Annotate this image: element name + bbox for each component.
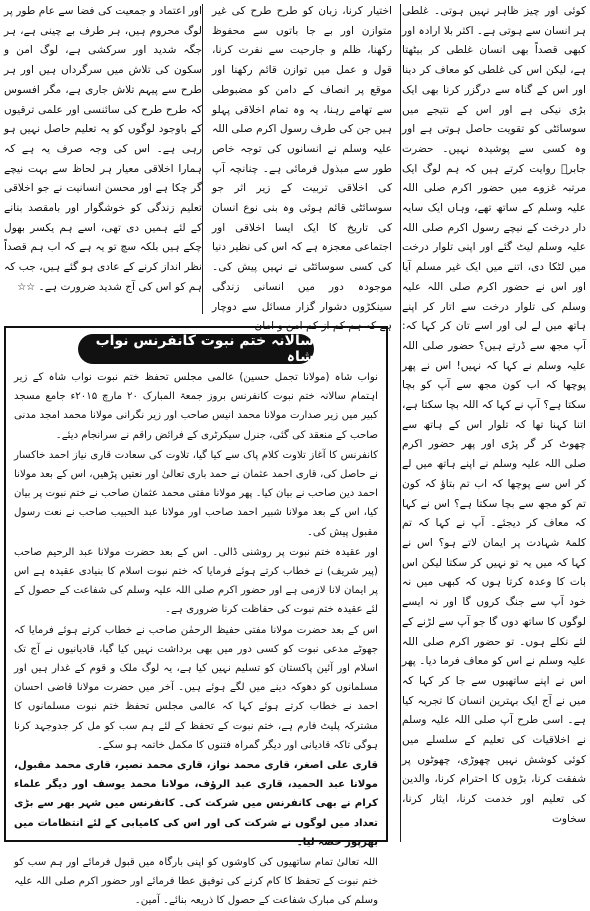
announcement-paragraph: اس کے بعد حضرت مولانا مفتی حفیظ الرحمٰن صاحب نے خطاب کرتے ہوئے فرمایا کہ جھوٹے مدعی نبوت کو کسی دور میں بھی برداشت نہیں کیا گیا، قادیانیوں نے آج تک اسلام اور آئین پاکستان کو تسلیم نہیں کیا ہے، یہ لوگ ملک و قوم کے غدار ہیں اور مسلمانوں کو دھوکہ دینے میں لگے ہوئے ہیں۔ آخر میں حضرت مولانا قاضی احسان احمد نے خطاب کرتے ہوئے کہا کہ عالمی مجلس تحفظ ختم نبوت مسلمانوں کا مشترکہ پلیٹ فارم ہے، ختم نبوت کے تحفظ کے لئے ہم سب کو مل کر جدوجہد کرنا ہوگی تاکہ قادیانی اور دیگر گمراہ فتنوں کا مکمل خاتمہ ہو سکے۔ bbox=[14, 624, 378, 751]
article-text-right: کوئی اور چیز ظاہر نہیں ہوتی۔ غلطی ہر انسان سے ہوتی ہے۔ اکثر بلا ارادہ اور کبھی قصداً بھی انسان غلطی کر بیٹھتا ہے، لیکن اس کی غلطی کو معاف کر دینا اور اس کے گناہ سے درگزر کرنا بھی ایک بڑی نیکی ہے اور اس کے نتیجے میں سوسائٹی کو تقویت حاصل ہوتی ہے اور وہ کسی سے پوشیدہ نہیں۔ حضرت جابرؓ روایت کرتے ہیں کہ ہم لوگ ایک مرتبہ غزوے میں حضور اکرم صلی اللہ علیہ وسلم کے ساتھ تھے، وہاں ایک سایہ دار درخت کے نیچے رسول اکرم صلی اللہ علیہ وسلم لیٹ گئے اور اپنی تلوار درخت میں لٹکا دی، اتنے میں ایک غیر مسلم آیا اور اس نے حضور اکرم صلی اللہ علیہ وسلم کی تلوار درخت سے اتار کر اپنے ہاتھ میں لے لی اور اسے تان کر کہا کہ: آپ مجھ سے ڈرتے ہیں؟ حضور صلی اللہ علیہ وسلم نے کہا کہ نہیں! اس نے پھر پوچھا کہ اب کون مجھ سے آپ کو بچا سکتا ہے؟ آپ نے کہا کہ اللہ بچا سکتا ہے، اتنا کہنا تھا کہ تلوار اس کے ہاتھ سے چھوٹ کر گر پڑی اور پھر حضور اکرم صلی اللہ علیہ وسلم نے اپنے ہاتھ میں لے کر اس سے پوچھا کہ اب تم بتاؤ کہ کون تم کو مجھ سے بچا سکتا ہے؟ اس نے کہا کہ معاف کر دیجئے۔ آپ نے کہا کہ تم کلمۂ شہادت پر ایمان لاتے ہو؟ اس نے کہا کہ میں یہ تو نہیں کر سکتا لیکن اس بات کا وعدہ کرتا ہوں کہ کبھی میں نہ خود آپ سے جنگ کروں گا اور نہ ایسے لوگوں کا ساتھ دوں گا جو آپ سے لڑنے کے لئے نکلے ہوں۔ تو حضور اکرم صلی اللہ علیہ وسلم نے اس کو معاف فرما دیا۔ پھر اس نے اپنے ساتھیوں سے جا کر کہا کہ میں نے آج ایک بہترین انسان کا تجربہ کیا ہے۔ اسی طرح آپ صلی اللہ علیہ وسلم نے اخلاقیات کی تعلیم کے سلسلے میں کوئی کوشش نہیں چھوڑی، چھوٹوں پر شفقت کرنا، بڑوں کا احترام کرنا، والدین کی تعلیم اور خدمت کرنا، ایثار کرنا، سخاوت bbox=[402, 5, 586, 825]
announcement-paragraph: قاری علی اصغر، قاری محمد نواز، قاری محمد نصیر، قاری محمد مقبول، مولانا عبد الحمید، قاری عبد الرؤف، مولانا محمد یوسف اور دیگر علماء کرام نے بھی کانفرنس میں شرکت کی۔ کانفرنس میں شہر بھر سے بڑی تعداد میں لوگوں نے شرکت کی اور اس کی کامیابی کے لئے انتظامات میں بھرپور حصہ لیا۔ bbox=[14, 760, 378, 848]
article-text-middle: اختیار کرنا، زبان کو طرح طرح کی غیر متوازن اور بے جا باتوں سے محفوظ رکھنا، ظلم و جارحیت سے نفرت کرنا، قول و عمل میں توازن قائم رکھنا اور موقع پر انصاف کے دامن کو مضبوطی سے تھامے رہنا، یہ وہ تمام اخلاقی پہلو ہیں جن کی طرف رسول اکرم صلی اللہ علیہ وسلم نے انسانوں کی توجہ خاص طور سے مبذول فرمائی ہے۔ چنانچہ آپ کی اخلاقی تربیت کے زیر اثر جو سوسائٹی قائم ہوئی وہ بنی نوع انسان کی تاریخ کا ایک ایسا اخلاقی اور اجتماعی معجزہ ہے کہ اس کی نظیر دنیا کی کسی سوسائٹی نے نہیں پیش کی۔ موجودہ دور میں انسانی زندگی سینکڑوں دشوار گزار مسائل سے دوچار ہے کہ ہم کم از کم امن و امان bbox=[212, 5, 392, 333]
announcement-paragraph: نواب شاہ (مولانا تجمل حسین) عالمی مجلس تحفظ ختم نبوت نواب شاہ کے زیر اہتمام سالانہ ختم نبوت کانفرنس بروز جمعۃ المبارک ۲۰ مارچ ۲۰۱۵ء جامع مسجد کبیر میں زیر صدارت مولانا محمد انیس صاحب اور زیر نگرانی مولانا محمد امجد مدنی صاحب کے منعقد کی گئی، جنرل سیکرٹری کے فرائض راقم نے سرانجام دیئے۔ bbox=[14, 372, 378, 441]
announcement-body bbox=[6, 368, 386, 911]
column-divider bbox=[202, 4, 203, 314]
article-column-left bbox=[4, 2, 202, 320]
article-text-left bbox=[4, 2, 202, 298]
column-divider bbox=[400, 4, 401, 842]
announcement-heading: سالانہ ختم نبوت کانفرنس نواب شاہ bbox=[78, 334, 314, 364]
article-column-right bbox=[402, 2, 586, 844]
announcement-box bbox=[4, 326, 388, 907]
announcement-paragraph: اور عقیدہ ختم نبوت پر روشنی ڈالی۔ اس کے بعد حضرت مولانا عبد الرحیم صاحب (پیر شریف) نے خطاب کرتے ہوئے فرمایا کہ ختم نبوت اسلام کا بنیادی عقیدہ ہے اس پر ایمان لانا لازمی ہے اور حضور اکرم صلی اللہ علیہ وسلم کی شفاعت کے حصول کے لئے عقیدہ ختم نبوت کی حفاظت کرنا ضروری ہے۔ bbox=[14, 546, 378, 616]
announcement-paragraph: اللہ تعالیٰ تمام ساتھیوں کی کاوشوں کو اپنی بارگاہ میں قبول فرمائے اور ہم سب کو ختم نبوت کے تحفظ کا کام کرنے کی توفیق عطا فرمائے اور حضور اکرم صلی اللہ علیہ وسلم کی مبارک شفاعت کے حصول کا ذریعہ بنائے۔ آمین۔ bbox=[14, 857, 378, 907]
end-mark: ☆☆ bbox=[17, 281, 36, 293]
article-column-middle bbox=[212, 2, 392, 333]
article-text-left-body: اور اعتماد و جمعیت کی فضا سے عام طور پر لوگ محروم ہیں، ہر طرف بے چینی ہے، ہر جگہ شدید اور سرکشی ہے، لوگ امن و سکون کی تلاش میں سرگرداں ہیں اور ہر طرح سے پیہم تلاش جاری ہے، مگر افسوس کہ طرح طرح کی سائنسی اور علمی ترقیوں کے باوجود لوگوں کو یہ تعلیم حاصل نہیں ہو رہی ہے۔ اس کی وجہ صرف یہ ہے کہ ہمارا اخلاقی معیار ہر لحاظ سے بہت نیچے گر چکا ہے اور محسن انسانیت نے جو اخلاقی تعلیم زندگی کو خوشگوار اور بامقصد بنانے کے لئے ہمیں دی تھی، اسے ہم یکسر بھول چکے ہیں بلکہ سچ تو یہ ہے کہ اب ہم قصداً نظر انداز کرنے کے عادی ہو گئے ہیں، جب کہ ہم کو اس کی آج شدید ضرورت ہے۔ bbox=[4, 5, 202, 293]
announcement-paragraph: کانفرنس کا آغاز تلاوت کلام پاک سے کیا گیا، تلاوت کی سعادت قاری نیاز احمد خاکسار نے حاصل کی، قاری احمد عثمان نے حمد باری تعالیٰ اور نعتیں پڑھیں، اس کے بعد مولانا احمد دین صاحب نے بیان کیا۔ پھر مولانا مفتی محمد عثمان صاحب نے ختم نبوت پر بیان کیا، اس کے بعد مولانا شبیر احمد صاحب اور مولانا عبد الحبیب صاحب نے نعت رسول مقبول پیش کی۔ bbox=[14, 449, 378, 538]
